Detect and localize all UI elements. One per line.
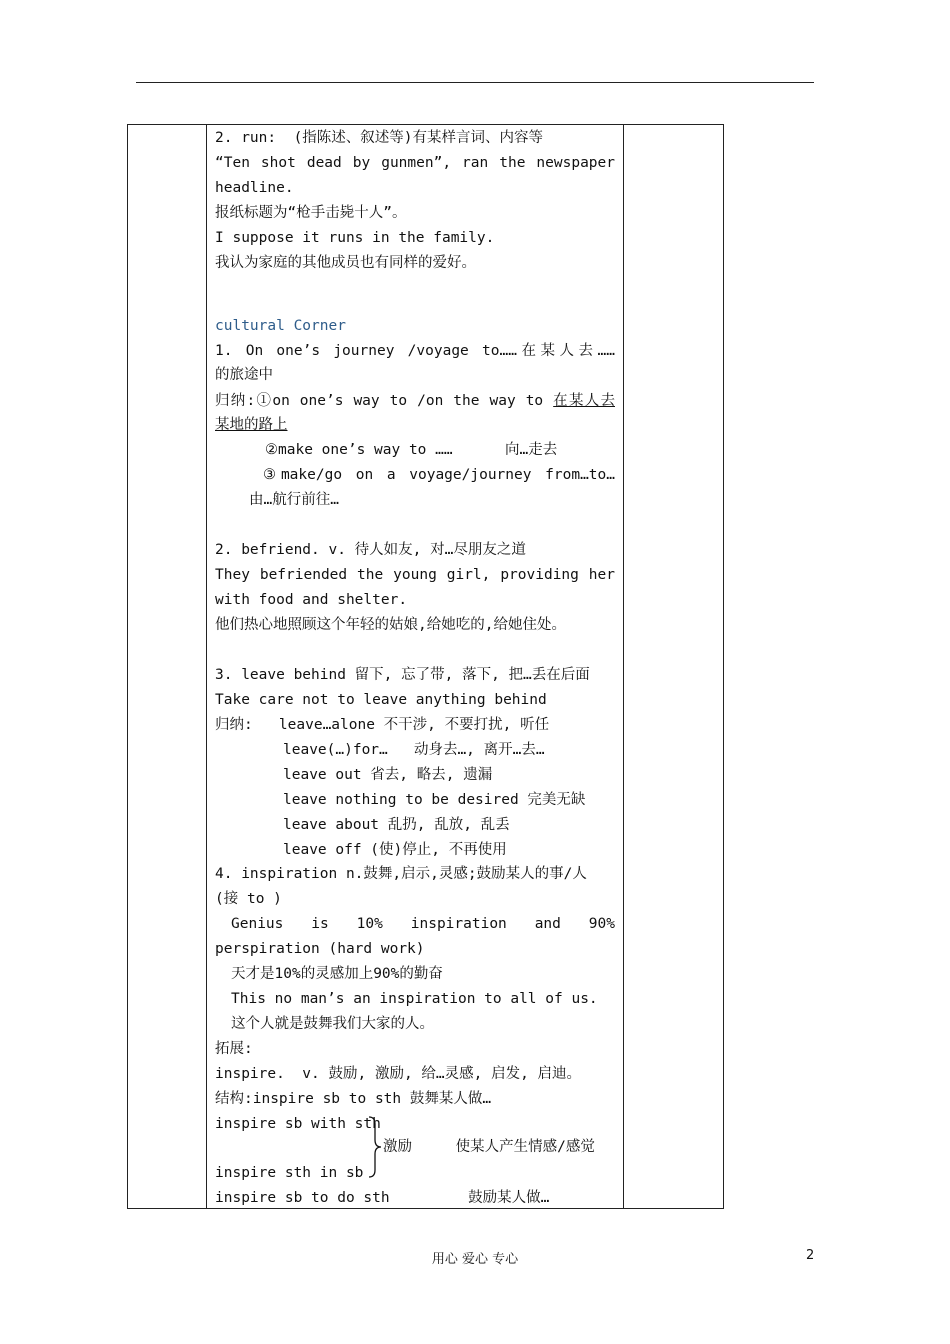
inspire-structure: 结构:inspire sb to sth 鼓舞某人做…	[215, 1091, 492, 1107]
page-number: 2	[806, 1248, 815, 1263]
inspire-structure-brace-text: 激励 使某人产生情感/感觉	[383, 1139, 595, 1155]
journey-summary-1-text: 归纳:①on one’s way to /on the way to	[215, 393, 554, 409]
inspire-structure-2: inspire sth in sb	[215, 1165, 364, 1181]
run-example-1: “Ten shot dead by gunmen”, ran the newspaper	[215, 155, 615, 171]
expand-label: 拓展:	[215, 1041, 253, 1057]
footer-slogan: 用心 爱心 专心	[431, 1252, 519, 1267]
inspiration-example-2-translation: 这个人就是鼓舞我们大家的人。	[231, 1016, 434, 1032]
leave-summary-2: leave(…)for… 动身去…, 离开…去…	[283, 742, 545, 758]
inspiration-example-1: Genius is 10% inspiration and 90%	[231, 916, 615, 932]
curly-brace-icon	[367, 1116, 383, 1178]
inspire-structure-3: inspire sb to do sth 鼓励某人做…	[215, 1190, 550, 1206]
journey-summary-3: ③make/go on a voyage/journey from…to…	[263, 467, 615, 483]
journey-summary-1	[215, 391, 615, 411]
inspire-structure-1: inspire sb with sth	[215, 1116, 381, 1132]
header-rule	[136, 82, 814, 83]
befriend-translation: 他们热心地照顾这个年轻的姑娘,给她吃的,给她住处。	[215, 617, 566, 633]
section-heading: cultural Corner	[215, 318, 346, 334]
inspiration-title-cont: (接 to )	[215, 891, 282, 907]
table-column-divider-left	[206, 124, 207, 1209]
run-title: 2. run: (指陈述、叙述等)有某样言词、内容等	[215, 130, 544, 146]
journey-summary-3-cont: 由…航行前往…	[249, 492, 339, 508]
leave-summary-5: leave about 乱扔, 乱放, 乱丢	[283, 817, 510, 833]
run-example-2: I suppose it runs in the family.	[215, 230, 495, 246]
befriend-example: They befriended the young girl, providing her	[215, 567, 615, 583]
inspire-definition: inspire. v. 鼓励, 激励, 给…灵感, 启发, 启迪。	[215, 1066, 582, 1082]
leave-summary-1: 归纳: leave…alone 不干涉, 不要打扰, 听任	[215, 717, 550, 733]
journey-title: 1. On one’s journey /voyage to……在某人去……	[215, 343, 615, 359]
inspiration-title: 4. inspiration n.鼓舞,启示,灵感;鼓励某人的事/人	[215, 866, 587, 882]
run-example-1-translation: 报纸标题为“枪手击毙十人”。	[215, 205, 407, 221]
table-column-divider-right	[623, 124, 624, 1209]
journey-summary-2: ②make one’s way to …… 向…走去	[265, 442, 558, 458]
leave-title: 3. leave behind 留下, 忘了带, 落下, 把…丢在后面	[215, 667, 590, 683]
leave-summary-4: leave nothing to be desired 完美无缺	[283, 792, 586, 808]
leave-example: Take care not to leave anything behind	[215, 692, 547, 708]
befriend-example-cont: with food and shelter.	[215, 592, 408, 608]
run-example-2-translation: 我认为家庭的其他成员也有同样的爱好。	[215, 255, 476, 271]
leave-summary-6: leave off (使)停止, 不再使用	[283, 842, 507, 858]
leave-summary-3: leave out 省去, 略去, 遗漏	[283, 767, 493, 783]
inspiration-example-2: This no man’s an inspiration to all of us.	[231, 991, 598, 1007]
befriend-title: 2. befriend. v. 待人如友, 对…尽朋友之道	[215, 542, 526, 558]
journey-summary-1-cont: 某地的路上	[215, 417, 288, 433]
journey-title-cont: 的旅途中	[215, 367, 273, 383]
inspiration-example-1-cont: perspiration (hard work)	[215, 941, 425, 957]
inspiration-example-1-translation: 天才是10%的灵感加上90%的勤奋	[231, 966, 443, 982]
journey-summary-1-underlined: 在某人去	[553, 393, 615, 409]
run-example-1-cont: headline.	[215, 180, 294, 196]
